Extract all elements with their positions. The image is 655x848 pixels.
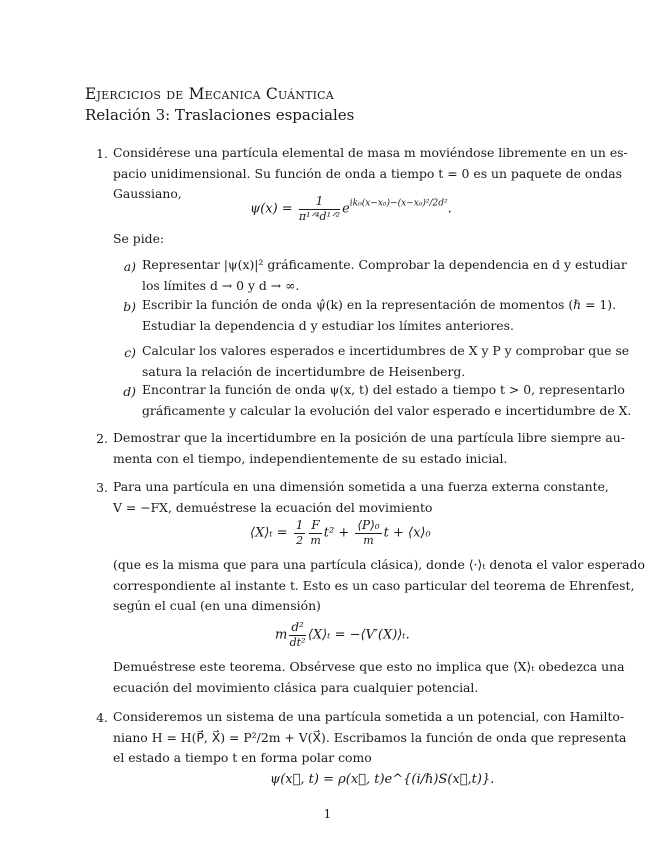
problem-3-equation-2 [275, 620, 410, 650]
eq2-mid: t² + [323, 525, 350, 541]
problem-3-end-line-1: Demuéstrese este teorema. Obsérvese que esto no implica que ⟨X⟩ₜ obedezca una [113, 659, 625, 674]
item-d-label: d) [123, 384, 136, 399]
problem-3-end-line-2: ecuación del movimiento clásica para cualquier potencial. [113, 679, 479, 695]
item-d-line-1: Encontrar la función de onda ψ(x, t) del estado a tiempo t > 0, representarlo [142, 382, 625, 397]
item-c-line-2: satura la relación de incertidumbre de Heisenberg. [142, 363, 466, 379]
item-d-text [142, 380, 632, 421]
eq2-f1-den: 2 [296, 534, 304, 547]
problem-4-number: 4. [96, 710, 108, 725]
problem-2-text [113, 428, 625, 469]
problem-4-equation: ψ(x⃗, t) = ρ(x⃗, t)e^{(i/ℏ)S(x⃗,t)}. [270, 772, 495, 787]
item-d-line-2: gráficamente y calcular la evolución del valor esperado e incertidumbre de X. [142, 402, 632, 418]
problem-3-line-1: Para una partícula en una dimensión sometida a una fuerza externa constante, [113, 479, 609, 494]
item-b-line-2: Estudiar la dependencia d y estudiar los límites anteriores. [142, 317, 514, 333]
eq2-f3-num: ⟨P⟩₀ [357, 518, 380, 532]
eq2-f2-den: m [310, 534, 321, 547]
problem-1-line-2: pacio unidimensional. Su función de onda a tiempo t = 0 es un paquete de ondas [113, 165, 623, 181]
problem-3-mid-line-1: (que es la misma que para una partícula clásica), donde ⟨·⟩ₜ denota el valor esperado [113, 557, 645, 572]
eq3-rhs: ⟨X⟩ₜ = −⟨V′(X)⟩ₜ. [307, 627, 410, 643]
problem-3-mid-line-3: según el cual (en una dimensión) [113, 598, 321, 613]
item-a-text [142, 255, 627, 296]
eq2-f3-den: m [363, 534, 374, 547]
problem-4-text [113, 707, 627, 769]
problem-1-line-3: Gaussiano, [113, 186, 182, 201]
eq3-den: dt² [289, 636, 306, 649]
problem-1-equation: ψ(x) = $\frac{1}{\text{π¹ᐟ⁴d¹ᐟ²}}$ $e^{ik_0(x-x_0)-(x-x_0)^2/2d^2}$. [250, 194, 452, 223]
eq3-frac [289, 620, 306, 650]
eq1-exponent: ik₀(x−x₀)−(x−x₀)²/2d² [349, 198, 448, 209]
item-c-text [142, 341, 630, 382]
eq2-frac-2 [309, 518, 321, 548]
document-title: Ejercicios de Mecanica Cuántica [85, 85, 334, 103]
eq2-f1-num: 1 [295, 518, 304, 532]
eq2-frac-3 [355, 518, 381, 548]
item-b-line-1: Escribir la función de onda ψ̂(k) en la representación de momentos (ℏ = 1). [142, 297, 617, 312]
problem-3-number: 3. [96, 480, 108, 495]
problem-2-number: 2. [96, 431, 108, 446]
problem-4-line-3: el estado a tiempo t en forma polar como [113, 750, 372, 765]
eq1-denominator: π¹ᐟ⁴d¹ᐟ² [298, 210, 341, 223]
page-number: 1 [323, 806, 332, 821]
item-a-line-1: Representar |ψ(x)|² gráficamente. Comprobar la dependencia en d y estudiar [142, 257, 627, 272]
eq2-tail: t + ⟨x⟩₀ [383, 525, 431, 541]
problem-3-line-2: V = −FX, demuéstrese la ecuación del movimiento [113, 499, 433, 515]
problem-2-line-1: Demostrar que la incertidumbre en la posición de una partícula libre siempre au- [113, 430, 625, 445]
eq1-tail: . [447, 201, 452, 217]
item-a-line-2: los límites d → 0 y d → ∞. [142, 277, 300, 293]
item-c-line-1: Calcular los valores esperados e incertidumbres de X y P y comprobar que se [142, 343, 630, 358]
problem-3-end [113, 657, 625, 698]
document-subtitle: Relación 3: Traslaciones espaciales [85, 106, 355, 124]
problem-4-line-2: niano H = H(P⃗, X⃗) = P²/2m + V(X⃗). Escribamos la función de onda que representa [113, 729, 627, 745]
problem-1-number: 1. [96, 146, 108, 161]
eq3-lhs: m [275, 627, 288, 643]
item-b-text [142, 295, 617, 336]
item-c-label: c) [124, 345, 136, 360]
item-b-label: b) [123, 299, 136, 314]
eq3-num: d² [291, 620, 304, 634]
item-a-label: a) [123, 259, 136, 274]
problem-4-line-1: Consideremos un sistema de una partícula sometida a un potencial, con Hamilto- [113, 709, 625, 724]
problem-3-middle [113, 555, 645, 617]
problem-3-equation-1 [250, 518, 431, 548]
se-pide: Se pide: [113, 231, 165, 246]
problem-2-line-2: menta con el tiempo, independientemente de su estado inicial. [113, 450, 508, 466]
problem-1-line-1: Considérese una partícula elemental de masa m moviéndose libremente en un es- [113, 145, 628, 160]
eq1-numerator: 1 [299, 194, 340, 210]
eq1-lhs: ψ(x) = [250, 201, 293, 217]
problem-3-text [113, 477, 609, 518]
eq2-f2-num: F [311, 518, 320, 532]
problem-3-mid-line-2: correspondiente al instante t. Esto es un caso particular del teorema de Ehrenfest, [113, 577, 635, 593]
eq2-lhs: ⟨X⟩ₜ = [250, 525, 288, 541]
eq2-frac-1 [294, 518, 306, 548]
eq1-fraction [299, 194, 340, 224]
